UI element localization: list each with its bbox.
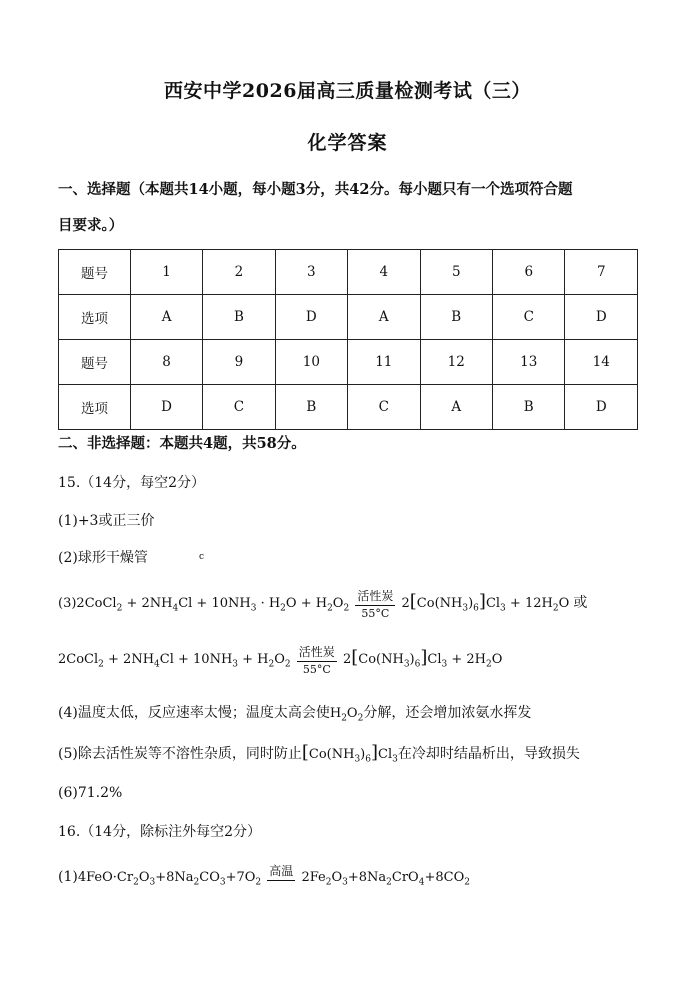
table-cell: D	[130, 385, 202, 430]
table-cell: A	[348, 295, 420, 340]
page-title: 西安中学2026届高三质量检测考试（三）	[164, 80, 531, 102]
table-cell: B	[493, 385, 565, 430]
or-word: 或	[573, 595, 588, 611]
table-row	[59, 385, 638, 430]
q15-answer-6: (6)71.2%	[58, 785, 123, 801]
table-cell: D	[565, 385, 638, 430]
reaction-condition-1: 活性炭 55°C	[357, 589, 394, 620]
table-cell: D	[565, 295, 638, 340]
q15-answer-4: (4)温度太低，反应速率太慢；温度太高会使$H_2O_2$分解，还会增加浓氨水挥发	[58, 705, 532, 724]
table-cell: C	[348, 385, 420, 430]
reaction-condition-2: 活性炭 55°C	[298, 645, 335, 676]
table-cell: C	[493, 295, 565, 340]
table-cell: B	[203, 295, 275, 340]
table-cell: 14	[565, 340, 638, 385]
table-cell: 2	[203, 250, 275, 295]
table-cell: 5	[420, 250, 492, 295]
table-row-label: 题号	[59, 250, 131, 295]
q15-answer-3-prefix: (3)	[58, 596, 77, 611]
q15-answer-2-mark: c	[199, 552, 205, 562]
table-row-label: 题号	[59, 340, 131, 385]
q15-answer-5: (5)除去活性炭等不溶性杂质，同时防止$[Co(NH_3)_6]Cl_3$在冷却时结晶析出，导致损失	[58, 742, 580, 765]
answer-table	[58, 249, 638, 430]
section1-heading-line2: 目要求。）	[58, 217, 124, 234]
table-cell: C	[203, 385, 275, 430]
q15-heading: 15.（14分，每空2分）	[58, 475, 205, 491]
table-cell: B	[275, 385, 347, 430]
section2-heading: 二、非选择题：本题共4题，共58分。	[58, 435, 306, 452]
table-cell: 11	[348, 340, 420, 385]
table-cell: A	[420, 385, 492, 430]
table-cell: 7	[565, 250, 638, 295]
table-cell: 8	[130, 340, 202, 385]
q16-answer-1: $(1)4FeO\cdot Cr_2O_3+8Na_2CO_3+7O_2$ 高温 $2Fe_2O_3+8Na_2CrO_4+8CO_2$	[58, 864, 470, 888]
table-cell: 3	[275, 250, 347, 295]
table-cell: 9	[203, 340, 275, 385]
page-subtitle: 化学答案	[307, 132, 388, 154]
table-row-label: 选项	[59, 385, 131, 430]
table-cell: B	[420, 295, 492, 340]
table-cell: 1	[130, 250, 202, 295]
table-cell: D	[275, 295, 347, 340]
q15-answer-2: (2)球形干燥管	[58, 550, 148, 566]
table-cell: 6	[493, 250, 565, 295]
q15-answer-3-eq1: (3)2CoCl$_2$ + $2NH_4Cl + 10NH_3 \cdot H_2O + H_2O_2$ 活性炭 55°C $2[Co(NH_3)_6]Cl_3 + 12H_2O$ 或	[58, 589, 588, 620]
q16-heading: 16.（14分，除标注外每空2分）	[58, 824, 261, 840]
table-cell: A	[130, 295, 202, 340]
table-row	[59, 250, 638, 295]
reaction-condition-3: 高温	[267, 862, 295, 881]
section1-heading-line1: 一、选择题（本题共14小题，每小题3分，共42分。每小题只有一个选项符合题	[58, 181, 573, 198]
table-cell: 4	[348, 250, 420, 295]
q15-answer-3-eq2: 2CoCl$_2$ + $2NH_4Cl + 10NH_3 + H_2O_2$ 活性炭 55°C $2[Co(NH_3)_6]Cl_3 + 2H_2O$	[58, 645, 503, 676]
table-row-label: 选项	[59, 295, 131, 340]
table-row	[59, 295, 638, 340]
table-cell: 12	[420, 340, 492, 385]
table-cell: 10	[275, 340, 347, 385]
q15-answer-1: (1)+3或正三价	[58, 513, 155, 529]
table-row	[59, 340, 638, 385]
table-cell: 13	[493, 340, 565, 385]
